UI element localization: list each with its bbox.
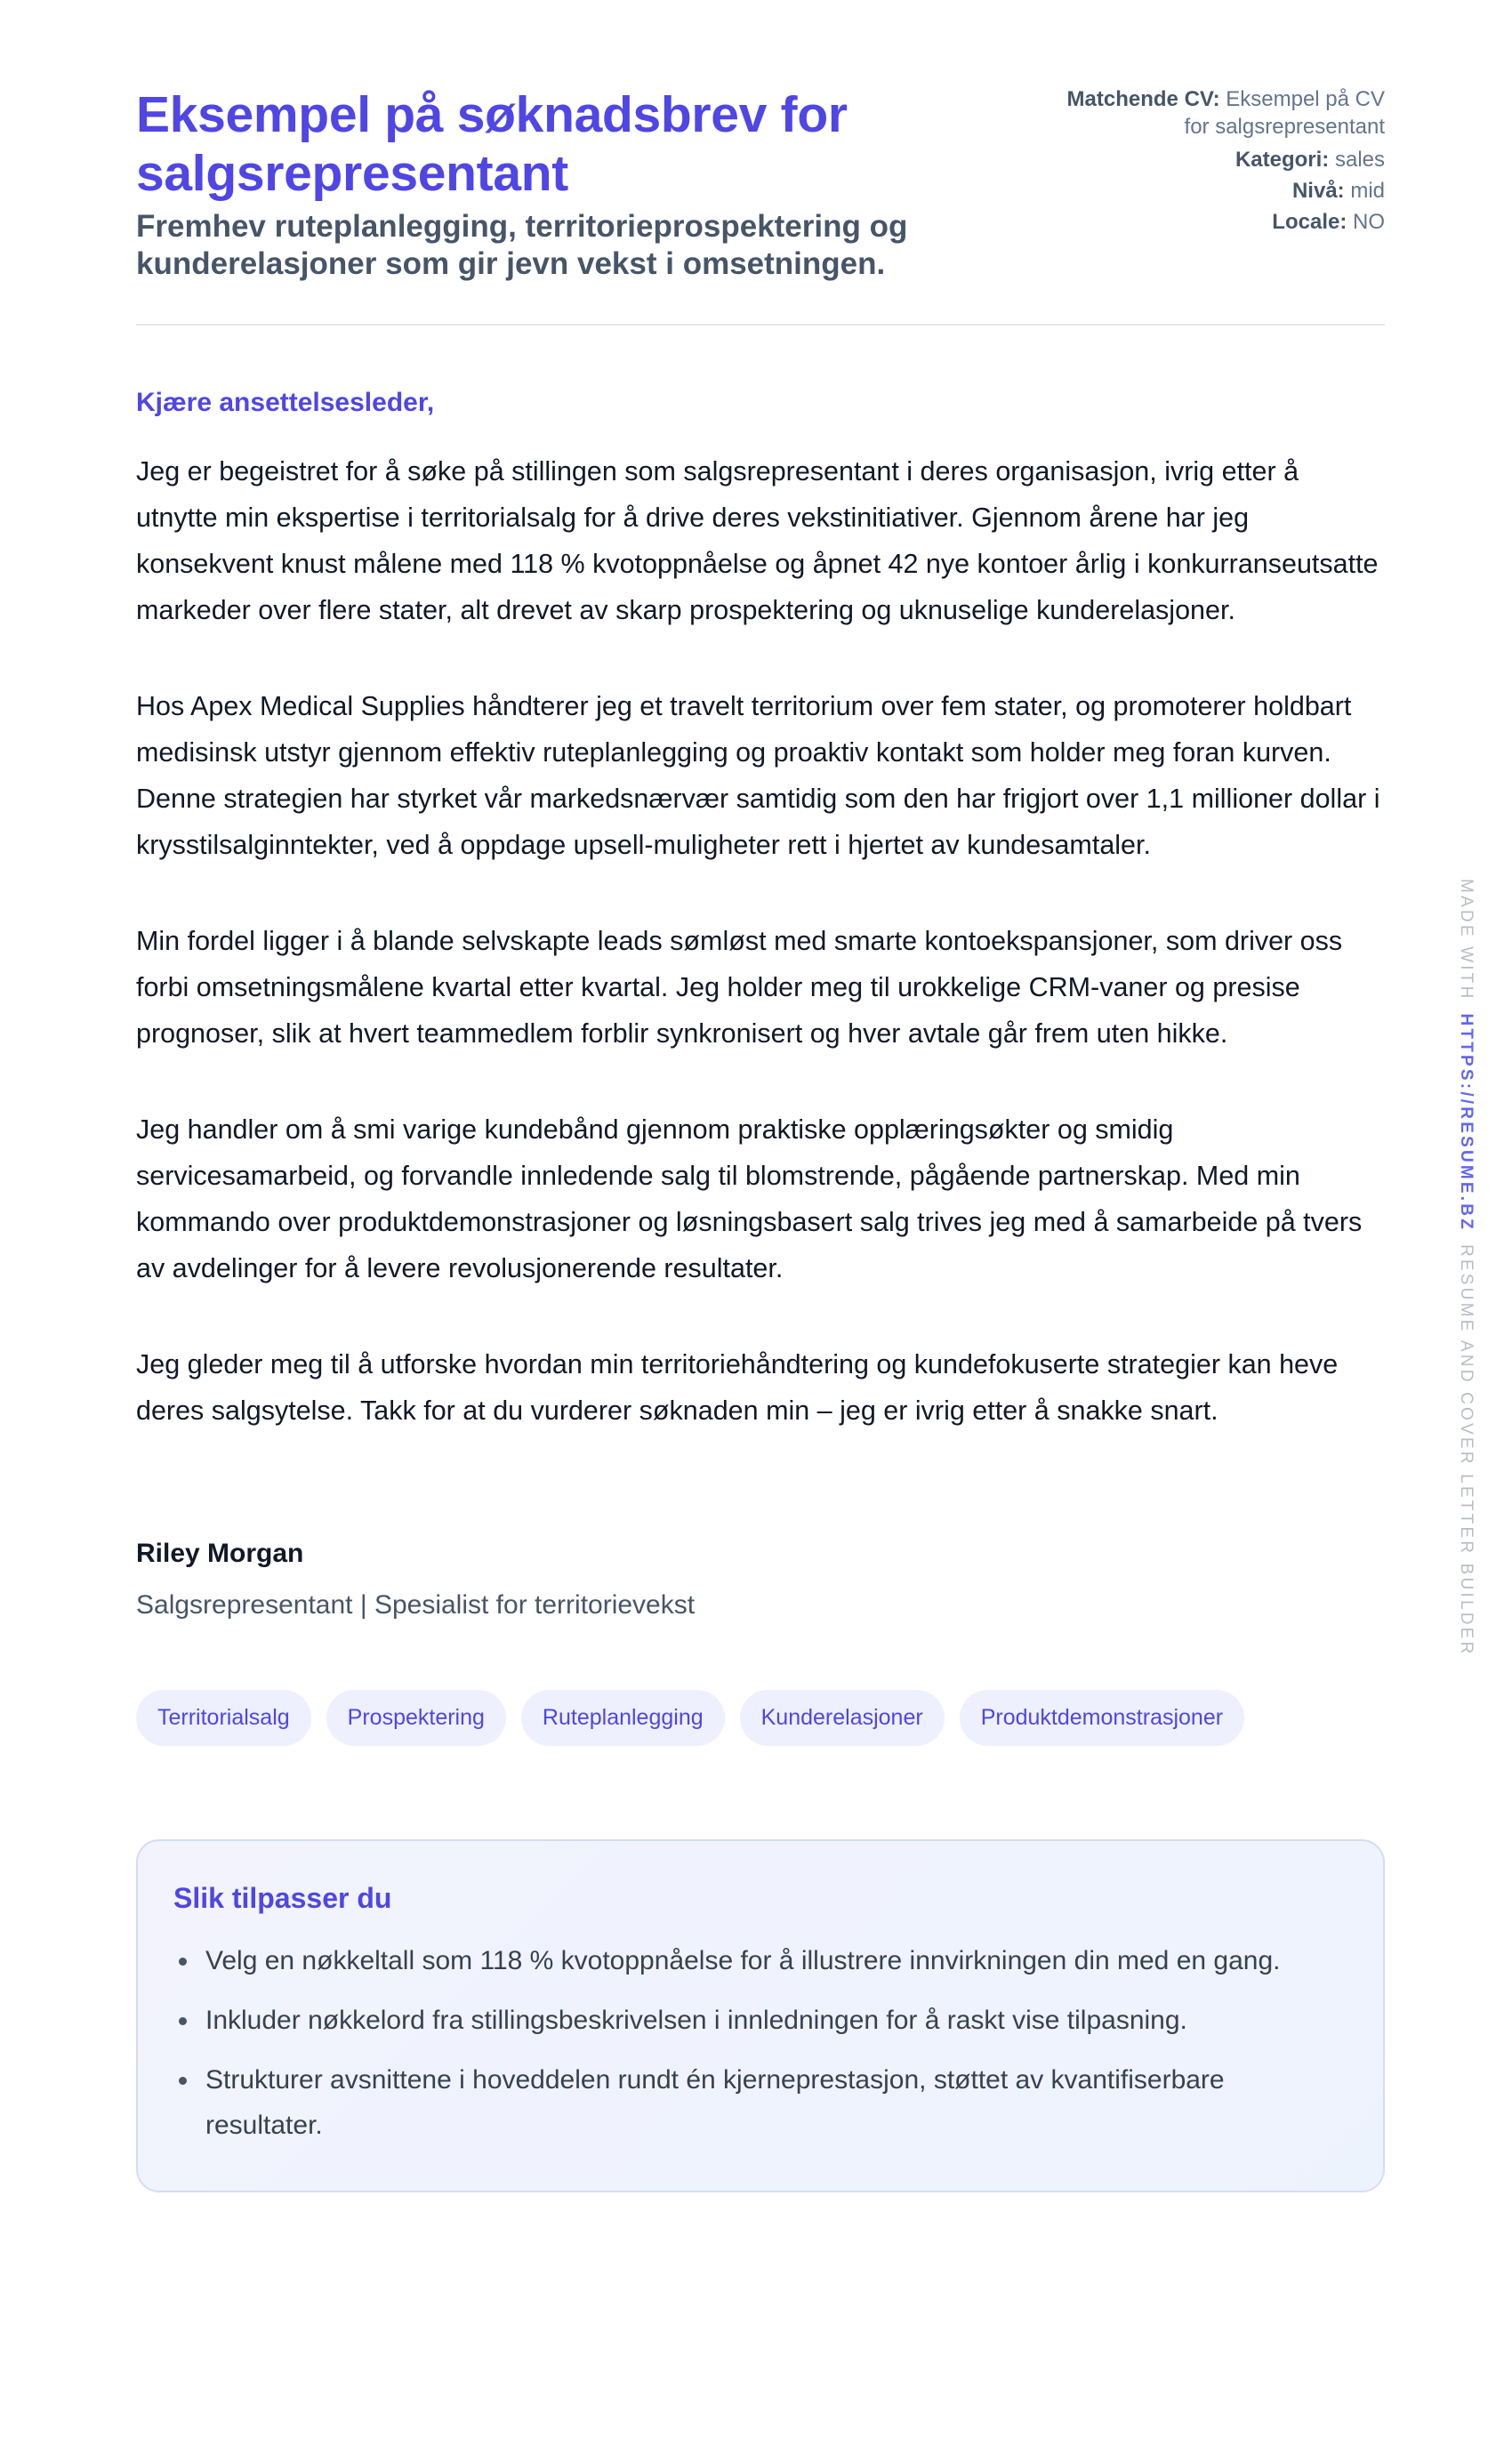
meta-cv-value[interactable]: Eksempel på CV for salgsrepresentant [1184,87,1385,139]
tips-title: Slik tilpasser du [173,1882,392,1914]
letter-paragraph: Min fordel ligger i å blande selvskapte leads sømløst med smarte kontoekspansjoner, som driver oss forbi omsetningsmålene kvartal etter kvartal. Jeg holder meg til urokkelige CRM-vaner og presise prognoser, slik at hvert teammedlem forblir synkronisert og hver avtale går frem uten hikke. [136,926,1343,1049]
watermark [1455,879,1476,1657]
page-header [136,85,1385,326]
meta-category-label: Kategori: [1235,148,1330,172]
tip-item: Strukturer avsnittene i hoveddelen rundt én kjerneprestasjon, støttet av kvantifiserbare resultater. [173,2057,1347,2148]
skill-tag: Prospektering [326,1690,506,1746]
letter-paragraph: Hos Apex Medical Supplies håndterer jeg et travelt territorium over fem stater, og promoterer holdbart medisinsk utstyr gjennom effektiv ruteplanlegging og proaktiv kontakt som holder meg foran kurven. Denne strategien har styrket vår markedsnærvær samtidig som den har frigjort over 1,1 millioner dollar i krysstilsalginntekter, ved å oppdage upsell-muligheter rett i hjertet av kundesamtaler. [136,691,1380,860]
meta-category [1065,144,1385,175]
watermark-link[interactable]: HTTPS://RESUME.BZ [1457,1013,1476,1232]
watermark-prefix: MADE WITH [1457,879,1476,1001]
tip-item: Velg en nøkkeltall som 118 % kvotoppnåelse for å illustrere innvirkningen din med en gang. [173,1938,1347,1983]
tips-list [173,1938,1347,2148]
cover-letter-page [136,85,1385,2192]
customization-tips [136,1839,1385,2192]
watermark-suffix: RESUME AND COVER LETTER BUILDER [1457,1243,1476,1657]
letter-paragraph: Jeg er begeistret for å søke på stillingen som salgsrepresentant i deres organisasjon, ivrig etter å utnytte min ekspertise i territorialsalg for å drive deres vekstinitiativer. Gjennom årene har jeg konsekvent knust målene med 118 % kvotoppnåelse og åpnet 42 nye kontoer årlig i konkurranseutsatte markeder over flere stater, alt drevet av skarp prospektering og uknuselige kunderelasjoner. [136,456,1379,625]
meta-level [1065,175,1385,206]
meta-level-value: mid [1350,179,1385,203]
signature-name: Riley Morgan [136,1539,304,1568]
signature-block [136,1539,1385,1621]
signature-role: Salgsrepresentant | Spesialist for territorievekst [136,1590,696,1620]
skill-tag: Produktdemonstrasjoner [960,1690,1244,1746]
meta-level-label: Nivå: [1291,179,1345,203]
meta-category-value: sales [1334,148,1385,172]
skill-tags [136,1690,1385,1746]
meta-cv-label: Matchende CV: [1066,87,1220,111]
tip-item: Inkluder nøkkelord fra stillingsbeskrivelsen i innledningen for å raskt vise tilpasning. [173,1998,1347,2043]
skill-tag: Kunderelasjoner [740,1690,945,1746]
watermark-text [1455,879,1476,1656]
meta-info [1065,85,1385,237]
meta-locale [1065,206,1385,237]
page-subtitle: Fremhev ruteplanlegging, territorieprospektering og kunderelasjoner som gir jevn vekst i omsetningen. [136,209,908,281]
letter-greeting: Kjære ansettelsesleder, [136,388,435,417]
page-title: Eksempel på søknadsbrev for salgsrepresentant [136,86,848,202]
skill-tag: Territorialsalg [136,1690,311,1746]
letter-body [136,448,1385,1434]
meta-matching-cv[interactable] [1065,85,1385,141]
header-titles [136,85,1025,283]
letter-paragraph: Jeg gleder meg til å utforske hvordan min territoriehåndtering og kundefokuserte strategier kan heve deres salgsytelse. Takk for at du vurderer søknaden min – jeg er ivrig etter å snakke snart. [136,1349,1339,1426]
meta-locale-label: Locale: [1272,210,1347,234]
skill-tag: Ruteplanlegging [521,1690,725,1746]
meta-locale-value: NO [1353,210,1385,234]
letter-paragraph: Jeg handler om å smi varige kundebånd gjennom praktiske opplæringsøkter og smidig servicesamarbeid, og forvandle innledende salg til blomstrende, pågående partnerskap. Med min kommando over produktdemonstrasjoner og løsningsbasert salg trives jeg med å samarbeide på tvers av avdelinger for å levere revolusjonerende resultater. [136,1114,1363,1283]
